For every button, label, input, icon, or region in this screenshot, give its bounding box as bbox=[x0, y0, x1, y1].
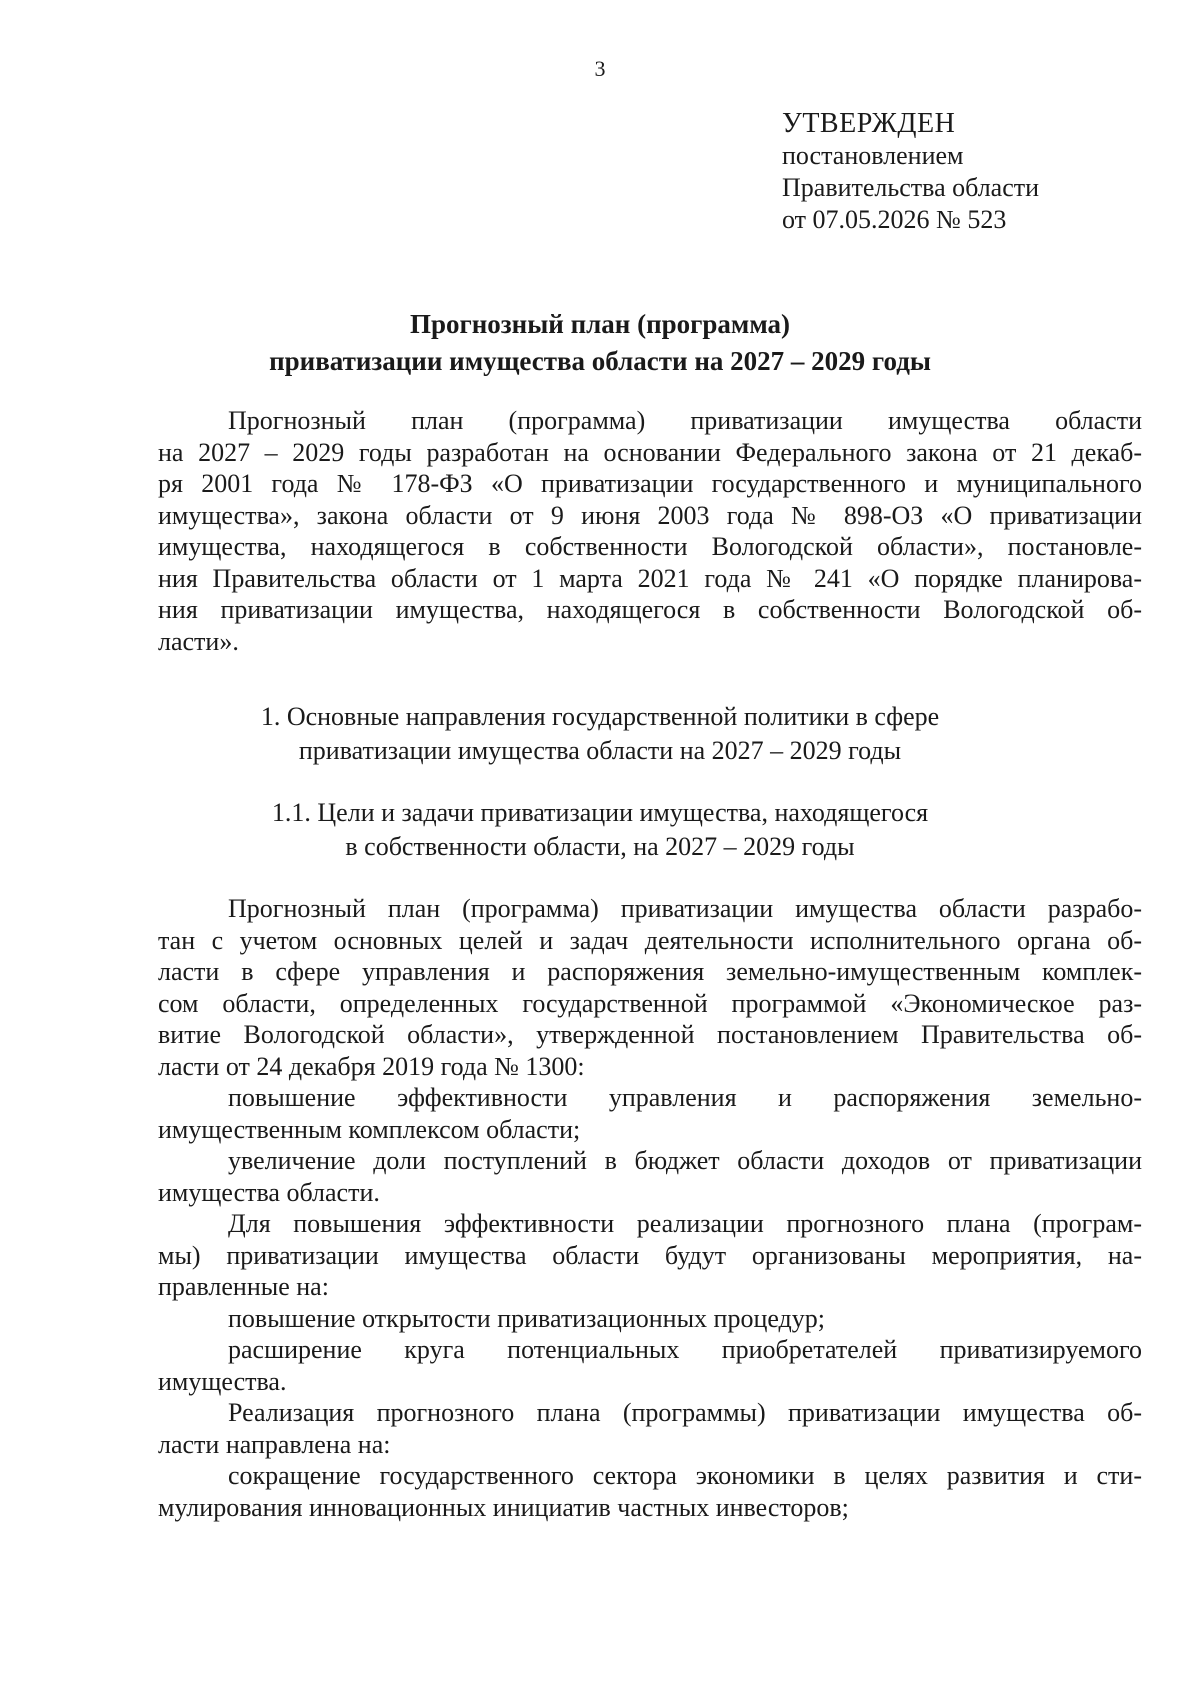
section-heading-line: в собственности области, на 2027 – 2029 годы bbox=[345, 832, 855, 861]
section-1-1-heading bbox=[0, 796, 1200, 864]
page-number: 3 bbox=[594, 56, 606, 81]
text-line: сом области, определенных государственной программой «Экономическое раз- bbox=[158, 988, 1142, 1018]
list-item-line: имущественным комплексом области; bbox=[158, 1114, 581, 1144]
text-line: Для повышения эффективности реализации прогнозного плана (програм- bbox=[228, 1209, 1142, 1238]
approval-line: постановлением bbox=[782, 141, 964, 170]
section-heading-line: 1. Основные направления государственной политики в сфере bbox=[260, 702, 940, 731]
text-line: имущества, находящегося в собственности Вологодской области», постановле- bbox=[158, 532, 1142, 561]
text-line: ласти в сфере управления и распоряжения земельно-имущественным комплек- bbox=[158, 957, 1142, 986]
list-item-line: имущества. bbox=[158, 1366, 287, 1396]
list-item-line: сокращение государственного сектора экономики в целях развития и сти- bbox=[228, 1461, 1142, 1490]
text-line: ря 2001 года № 178-ФЗ «О приватизации государственного и муниципального bbox=[158, 469, 1142, 498]
text-line: ласти». bbox=[158, 626, 239, 656]
text-line: тан с учетом основных целей и задач деятельности исполнительного органа об- bbox=[158, 925, 1142, 955]
list-item-line: увеличение доли поступлений в бюджет области доходов от приватизации bbox=[228, 1146, 1142, 1175]
approval-date-number: от 07.05.2026 № 523 bbox=[782, 205, 1007, 234]
title-line: приватизации имущества области на 2027 – 2029 годы bbox=[269, 346, 931, 376]
text-line: Прогнозный план (программа) приватизации имущества области bbox=[228, 406, 1142, 435]
text-line: имущества», закона области от 9 июня 2003 года № 898-ОЗ «О приватизации bbox=[158, 500, 1142, 530]
text-line: Реализация прогнозного плана (программы) приватизации имущества об- bbox=[228, 1398, 1142, 1427]
text-line: ласти от 24 декабря 2019 года № 1300: bbox=[158, 1051, 585, 1081]
text-line: ния приватизации имущества, находящегося в собственности Вологодской об- bbox=[158, 595, 1142, 624]
section-heading-line: приватизации имущества области на 2027 – 2029 годы bbox=[298, 736, 902, 765]
list-item-line: повышение открытости приватизационных процедур; bbox=[228, 1303, 826, 1333]
body-text bbox=[158, 893, 1142, 1523]
section-heading-line: 1.1. Цели и задачи приватизации имущества, находящегося bbox=[271, 798, 929, 827]
text-line: ласти направлена на: bbox=[158, 1429, 391, 1459]
approval-line: Правительства области bbox=[782, 173, 1040, 202]
approval-heading: УТВЕРЖДЕН bbox=[782, 108, 956, 139]
text-line: Прогнозный план (программа) приватизации имущества области разрабо- bbox=[228, 894, 1142, 923]
intro-paragraph bbox=[158, 405, 1142, 657]
text-line: ния Правительства области от 1 марта 2021 года № 241 «О порядке планирова- bbox=[158, 563, 1142, 593]
document-title bbox=[0, 306, 1200, 380]
list-item-line: повышение эффективности управления и распоряжения земельно- bbox=[228, 1083, 1142, 1112]
approval-stamp bbox=[782, 108, 1039, 236]
text-line: витие Вологодской области», утвержденной постановлением Правительства об- bbox=[158, 1020, 1142, 1049]
text-line: правленные на: bbox=[158, 1272, 329, 1301]
section-1-heading bbox=[0, 700, 1200, 768]
title-line: Прогнозный план (программа) bbox=[409, 309, 791, 339]
text-line: мы) приватизации имущества области будут организованы мероприятия, на- bbox=[158, 1240, 1142, 1270]
text-line: на 2027 – 2029 годы разработан на основании Федерального закона от 21 декаб- bbox=[158, 437, 1142, 467]
list-item-line: расширение круга потенциальных приобретателей приватизируемого bbox=[228, 1335, 1142, 1364]
list-item-line: имущества области. bbox=[158, 1177, 380, 1207]
list-item-line: мулирования инновационных инициатив частных инвесторов; bbox=[158, 1492, 849, 1522]
